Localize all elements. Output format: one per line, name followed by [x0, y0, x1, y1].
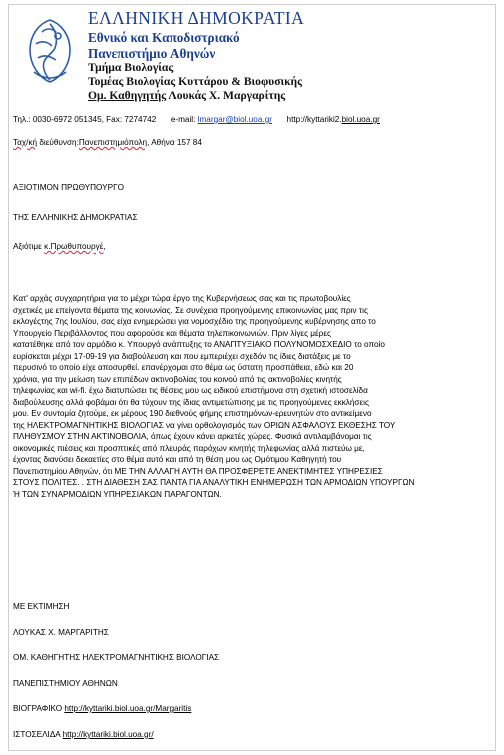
website-link[interactable]	[287, 115, 380, 124]
body-line: σχετικές με επείγοντα θέματα της κοινωνίας. Σε συνέχεια προηγούμενης επικοινωνίας μας πριν τις	[13, 305, 368, 315]
site-link[interactable]: http://kyttariki.biol.uoa.gr/	[62, 730, 154, 739]
body-line: ευρίσκεται μέχρι 17-09-19 για διαβούλευση και που εμπεριέχει σχεδόν τις ίδιες διατάξεις με το	[13, 351, 351, 361]
closing-regards: ΜΕ ΕΚΤΙΜΗΣΗ	[13, 602, 70, 611]
body-line: μου. Εν συντομία ζητούμε, εκ μέρους 190 διεθνούς φήμης επιστημόνων-ερευνητών στο αντικείμενο	[13, 409, 372, 418]
university-name-line2: Πανεπιστήμιο Αθηνών	[88, 46, 216, 61]
website-line	[13, 729, 154, 740]
closing-name: ΛΟΥΚΑΣ Χ. ΜΑΡΓΑΡΙΤΗΣ	[13, 628, 109, 637]
recipient-line2: ΤΗΣ ΕΛΛΗΝΙΚΗΣ ΔΗΜΟΚΡΑΤΙΑΣ	[13, 213, 138, 222]
closing-university: ΠΑΝΕΠΙΣΤΗΜΙΟΥ ΑΘΗΝΩΝ	[13, 679, 118, 688]
body-line: τηλεφωνίας και wi-fi. έχω διατυπώσει τις θέσεις μου ως ειδικού επιστήμονα στη σχετική ιστοσελίδα	[13, 386, 368, 395]
country-heading: ΕΛΛΗΝΙΚΗ ΔΗΜΟΚΡΑΤΙΑ	[88, 8, 305, 28]
body-line: ΣΤΟΥΣ ΠΟΛΙΤΕΣ. . ΣΤΗ ΔΙΑΘΕΣΗ ΣΑΣ ΠΑΝΤΑ ΓΙΑ ΑΝΑΛΥΤΙΚΗ ΕΝΗΜΕΡΩΣΗ ΤΩΝ ΑΡΜΟΔΙΩΝ ΥΠΟΥΡΓΩΝ	[13, 478, 415, 487]
site-label: ΙΣΤΟΣΕΛΙΔΑ	[13, 730, 61, 739]
address-place: Πανεπιστημιόπολη	[78, 138, 148, 147]
professor-name: Λουκάς Χ. Μαργαρίτης	[168, 89, 286, 102]
salutation-prefix: Αξιότιμε	[13, 242, 42, 251]
body-line: έχοντας διανύσει δεκαετίες στο θέμα αυτό και από τη θέση μου ως Ομότιμου Καθηγητή του	[13, 455, 342, 464]
recipient-line1: ΑΞΙΟΤΙΜΟΝ ΠΡΩΘΥΠΟΥΡΓΟ	[13, 183, 124, 192]
address-mid: διεύθυνση:	[39, 138, 79, 147]
body-line: διαβούλευσης αλλά φοβάμαι ότι θα τύχουν της ίδιας αντιμετώπισης με τις προηγούμενες εκκλήσεις	[13, 397, 369, 407]
address-line	[13, 137, 202, 148]
phone-fax: Τηλ.: 0030-6972 051345, Fax: 7274742	[13, 115, 157, 124]
body-line: περυσινό το οποίο είχε αποσυρθεί. επανέρχομαι στο θέμα ως ύστατη προσπάθεια, εδώ και 20	[13, 363, 354, 372]
salutation-end: ,	[103, 242, 106, 251]
sector-name: Τομέας Βιολογίας Κυττάρου & Βιοφυσικής	[88, 75, 303, 88]
email-link[interactable]: lmargar@biol.uoa.gr	[197, 115, 272, 124]
body-line: Πανεπιστημίου Αθηνών, ότι ΜΕ ΤΗΝ ΑΛΛΑΓΗ ΑΥΤΗ ΘΑ ΠΡΟΣΦΕΡΕΤΕ ΑΝΕΚΤΙΜΗΤΕΣ ΥΠΗΡΕΣΙΕΣ	[13, 466, 383, 476]
website-domain: biol.uoa.gr	[341, 115, 380, 124]
body-line: Ή ΤΩΝ ΣΥΝΑΡΜΟΔΙΩΝ ΥΠΗΡΕΣΙΑΚΩΝ ΠΑΡΑΓΟΝΤΩΝ.	[13, 489, 222, 499]
professor-prefix: Ομ. Καθηγητής	[88, 89, 167, 102]
body-line: χρόνια, για την μείωση των επιπέδων ακτινοβολίας του κοινού από τις ακτινοβολίες κινητής	[13, 374, 342, 384]
cv-label: ΒΙΟΓΡΑΦΙΚΟ	[13, 704, 63, 713]
salutation	[13, 241, 106, 252]
body-line: Κατ' αρχάς συγχαρητήρια για το μέχρι τώρα έργο της Κυβερνήσεως σας και τις πρωτοβουλίες	[13, 294, 351, 303]
website-prefix: http://kyttariki2.	[286, 115, 342, 124]
address-label: Ταχ/κή	[13, 138, 38, 147]
email-label: e-mail:	[170, 115, 196, 124]
body-line: Υπουργείο Περιβάλλοντος που αφορούσε και θέματα τηλεπικοινωνιών. Πριν λίγες μέρες	[13, 328, 331, 338]
closing-title: ΟΜ. ΚΑΘΗΓΗΤΗΣ ΗΛΕΚΤΡΟΜΑΓΝΗΤΙΚΗΣ ΒΙΟΛΟΓΙΑΣ	[13, 653, 220, 662]
body-line: ΠΛΗΘΥΣΜΟΥ ΣΤΗΝ ΑΚΤΙΝΟΒΟΛΙΑ, όπως έχουν κάνει αρκετές χώρες. Φυσικά αντιλαμβάνομαι τις	[13, 432, 372, 441]
body-line: οικονομικές πιέσεις και προσπτικές από πλευράς παρόχων κινητής τηλεφωνίας αλλά πιστεύω με,	[13, 443, 365, 453]
department-name: Τμήμα Βιολογίας	[88, 61, 174, 74]
contact-line	[13, 114, 380, 125]
university-name-line1: Εθνικό και Καποδιστριακό	[88, 30, 240, 45]
cv-link[interactable]: http://kyttariki.biol.uoa.gr/Margaritis	[64, 704, 192, 713]
body-line: κατατέθηκε από τον αρμόδιο κ. Υπουργό ανάπτυξης το ΑΝΑΠΤΥΞΙΑΚΟ ΠΟΛΥΝΟΜΟΣΧΕΔΙΟ το οποίο	[13, 340, 385, 349]
cv-line	[13, 703, 191, 714]
body-line: της ΗΛΕΚΤΡΟΜΑΓΝΗΤΙΚΗΣ ΒΙΟΛΟΓΙΑΣ να γίνει ορθολογισμός των ΟΡΙΩΝ ΑΣΦΑΛΟΥΣ ΕΚΘΕΣΗΣ ΤΟΥ	[13, 420, 396, 430]
letter-body	[13, 293, 463, 500]
body-line: εκλογέςτης 7ης Ιουλίου, σας είχα ενημερώσει για νομοσχέδιο της προηγούμενης κυβέρνησης απο το	[13, 317, 376, 326]
professor-line	[88, 89, 285, 102]
salutation-name: κ.Πρωθυπουργέ	[44, 242, 104, 251]
university-logo-icon	[22, 14, 78, 88]
address-rest: , Αθήνα 157 84	[147, 138, 202, 147]
